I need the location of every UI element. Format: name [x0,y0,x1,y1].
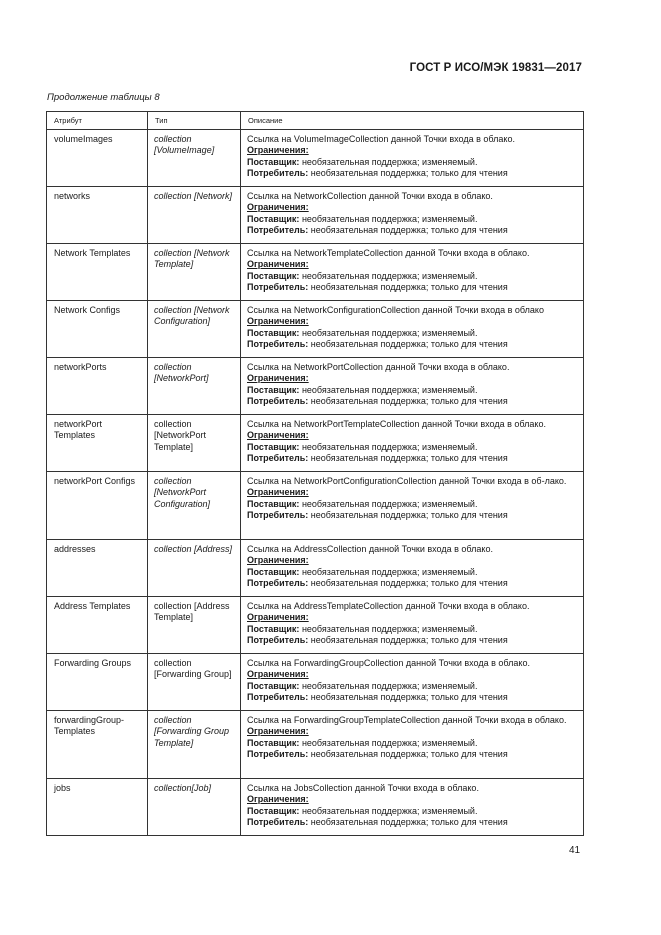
consumer-value: необязательная поддержка; только для чтения [308,816,508,827]
attribute-cell: networkPort Configs [47,472,148,540]
description-cell [241,472,584,540]
type-cell [148,301,241,358]
provider-line [247,328,579,339]
consumer-line [247,635,579,646]
limits-label: Ограничения: [247,373,309,384]
provider-line [247,499,579,510]
table-row [47,415,584,472]
provider-line [247,806,579,817]
limits-label: Ограничения: [247,259,309,270]
table-row [47,244,584,301]
provider-line [247,271,579,282]
description-cell [241,540,584,597]
description-text: Ссылка на ForwardingGroupCollection данной Точки входа в облако. [247,658,530,668]
limits-label: Ограничения: [247,612,309,623]
consumer-value: необязательная поддержка; только для чтения [308,395,508,406]
consumer-line [247,339,579,350]
consumer-value: необязательная поддержка; только для чтения [308,452,508,463]
type-text: collection [Network Template] [154,248,230,270]
consumer-label: Потребитель: [247,338,309,349]
provider-label: Поставщик: [247,737,300,748]
table-row [47,301,584,358]
consumer-value: необязательная поддержка; только для чтения [308,748,508,759]
type-cell [148,358,241,415]
description-cell [241,130,584,187]
consumer-value: необязательная поддержка; только для чтения [308,509,508,520]
description-cell [241,415,584,472]
page-number: 41 [569,845,581,856]
attribute-cell: Address Templates [47,597,148,654]
consumer-line [247,692,579,703]
consumer-line [247,225,579,236]
description-text: Ссылка на NetworkPortConfigurationCollection данной Точки входа в об-лако. [247,476,567,486]
type-text: collection [NetworkPort] [154,362,209,384]
description-text: Ссылка на VolumeImageCollection данной Точки входа в облако. [247,134,515,144]
attribute-cell: volumeImages [47,130,148,187]
limits-label: Ограничения: [247,316,309,327]
table-row [47,540,584,597]
table-row [47,472,584,540]
type-cell [148,244,241,301]
table-row [47,779,584,836]
description-text: Ссылка на NetworkPortTemplateCollection данной Точки входа в облако. [247,419,546,429]
type-text: collection[Job] [154,783,212,793]
type-text: collection [NetworkPort Configuration] [154,476,211,509]
consumer-label: Потребитель: [247,395,309,406]
table-row [47,597,584,654]
attribute-cell: addresses [47,540,148,597]
type-cell [148,187,241,244]
description-text: Ссылка на JobsCollection данной Точки входа в облако. [247,783,479,793]
provider-value: необязательная поддержка; изменяемый. [299,213,478,224]
type-text: collection [Forwarding Group] [154,658,232,680]
attribute-cell: Network Templates [47,244,148,301]
consumer-value: необязательная поддержка; только для чтения [308,224,508,235]
column-header-type: Тип [148,112,241,130]
description-text: Ссылка на AddressCollection данной Точки входа в облако. [247,544,493,554]
provider-value: необязательная поддержка; изменяемый. [299,384,478,395]
provider-value: необязательная поддержка; изменяемый. [299,737,478,748]
provider-line [247,624,579,635]
provider-label: Поставщик: [247,680,300,691]
consumer-line [247,168,579,179]
provider-value: необязательная поддержка; изменяемый. [299,623,478,634]
description-cell [241,187,584,244]
provider-label: Поставщик: [247,156,300,167]
consumer-label: Потребитель: [247,577,309,588]
limits-label: Ограничения: [247,487,309,498]
limits-label: Ограничения: [247,555,309,566]
provider-label: Поставщик: [247,213,300,224]
description-cell [241,244,584,301]
description-text: Ссылка на NetworkTemplateCollection данной Точки входа в облако. [247,248,530,258]
limits-label: Ограничения: [247,145,309,156]
consumer-line [247,749,579,760]
consumer-label: Потребитель: [247,634,309,645]
provider-line [247,214,579,225]
description-text: Ссылка на ForwardingGroupTemplateCollection данной Точки входа в облако. [247,715,567,725]
description-cell [241,597,584,654]
attributes-table [46,111,584,836]
description-cell [241,711,584,779]
limits-label: Ограничения: [247,794,309,805]
type-cell [148,779,241,836]
table-row [47,654,584,711]
consumer-line [247,453,579,464]
consumer-label: Потребитель: [247,167,309,178]
provider-label: Поставщик: [247,498,300,509]
attribute-cell: networks [47,187,148,244]
type-text: collection [Network] [154,191,233,201]
type-cell [148,711,241,779]
provider-line [247,681,579,692]
type-text: collection [NetworkPort Template] [154,419,207,452]
provider-value: необязательная поддержка; изменяемый. [299,327,478,338]
limits-label: Ограничения: [247,726,309,737]
description-text: Ссылка на NetworkConfigurationCollection данной Точки входа в облако [247,305,544,315]
provider-value: необязательная поддержка; изменяемый. [299,270,478,281]
provider-line [247,567,579,578]
type-text: collection [Forwarding Group Template] [154,715,230,748]
consumer-label: Потребитель: [247,452,309,463]
table-row [47,187,584,244]
type-text: collection [Network Configuration] [154,305,230,327]
description-text: Ссылка на NetworkPortCollection данной Точки входа в облако. [247,362,510,372]
description-text: Ссылка на AddressTemplateCollection данной Точки входа в облако. [247,601,530,611]
consumer-line [247,510,579,521]
description-cell [241,779,584,836]
column-header-description: Описание [241,112,584,130]
type-text: collection [VolumeImage] [154,134,215,156]
attribute-cell: networkPort Templates [47,415,148,472]
consumer-value: необязательная поддержка; только для чтения [308,338,508,349]
consumer-label: Потребитель: [247,816,309,827]
provider-value: необязательная поддержка; изменяемый. [299,441,478,452]
consumer-value: необязательная поддержка; только для чтения [308,281,508,292]
limits-label: Ограничения: [247,430,309,441]
provider-label: Поставщик: [247,805,300,816]
description-text: Ссылка на NetworkCollection данной Точки входа в облако. [247,191,493,201]
type-cell [148,540,241,597]
attribute-cell: forwardingGroup-Templates [47,711,148,779]
consumer-label: Потребитель: [247,224,309,235]
attribute-cell: networkPorts [47,358,148,415]
provider-label: Поставщик: [247,270,300,281]
attribute-cell: jobs [47,779,148,836]
type-cell [148,654,241,711]
table-row [47,130,584,187]
consumer-value: необязательная поддержка; только для чтения [308,691,508,702]
consumer-value: необязательная поддержка; только для чтения [308,167,508,178]
table-caption: Продолжение таблицы 8 [47,92,160,103]
consumer-value: необязательная поддержка; только для чтения [308,577,508,588]
provider-label: Поставщик: [247,623,300,634]
type-cell [148,415,241,472]
type-cell [148,130,241,187]
provider-value: необязательная поддержка; изменяемый. [299,680,478,691]
column-header-attribute: Атрибут [47,112,148,130]
attribute-cell: Network Configs [47,301,148,358]
provider-label: Поставщик: [247,566,300,577]
consumer-value: необязательная поддержка; только для чтения [308,634,508,645]
type-cell [148,472,241,540]
provider-line [247,738,579,749]
table-row [47,711,584,779]
provider-label: Поставщик: [247,384,300,395]
type-cell [148,597,241,654]
standard-code: ГОСТ Р ИСО/МЭК 19831—2017 [409,62,582,74]
consumer-line [247,282,579,293]
provider-line [247,385,579,396]
provider-value: необязательная поддержка; изменяемый. [299,805,478,816]
consumer-label: Потребитель: [247,748,309,759]
provider-value: необязательная поддержка; изменяемый. [299,566,478,577]
consumer-label: Потребитель: [247,509,309,520]
consumer-line [247,396,579,407]
provider-label: Поставщик: [247,441,300,452]
table-row [47,358,584,415]
provider-value: необязательная поддержка; изменяемый. [299,156,478,167]
description-cell [241,654,584,711]
description-cell [241,358,584,415]
provider-value: необязательная поддержка; изменяемый. [299,498,478,509]
table-header-row [47,112,584,130]
type-text: collection [Address] [154,544,233,554]
consumer-line [247,817,579,828]
provider-label: Поставщик: [247,327,300,338]
type-text: collection [Address Template] [154,601,230,623]
provider-line [247,442,579,453]
provider-line [247,157,579,168]
limits-label: Ограничения: [247,202,309,213]
description-cell [241,301,584,358]
limits-label: Ограничения: [247,669,309,680]
consumer-line [247,578,579,589]
attribute-cell: Forwarding Groups [47,654,148,711]
consumer-label: Потребитель: [247,281,309,292]
consumer-label: Потребитель: [247,691,309,702]
